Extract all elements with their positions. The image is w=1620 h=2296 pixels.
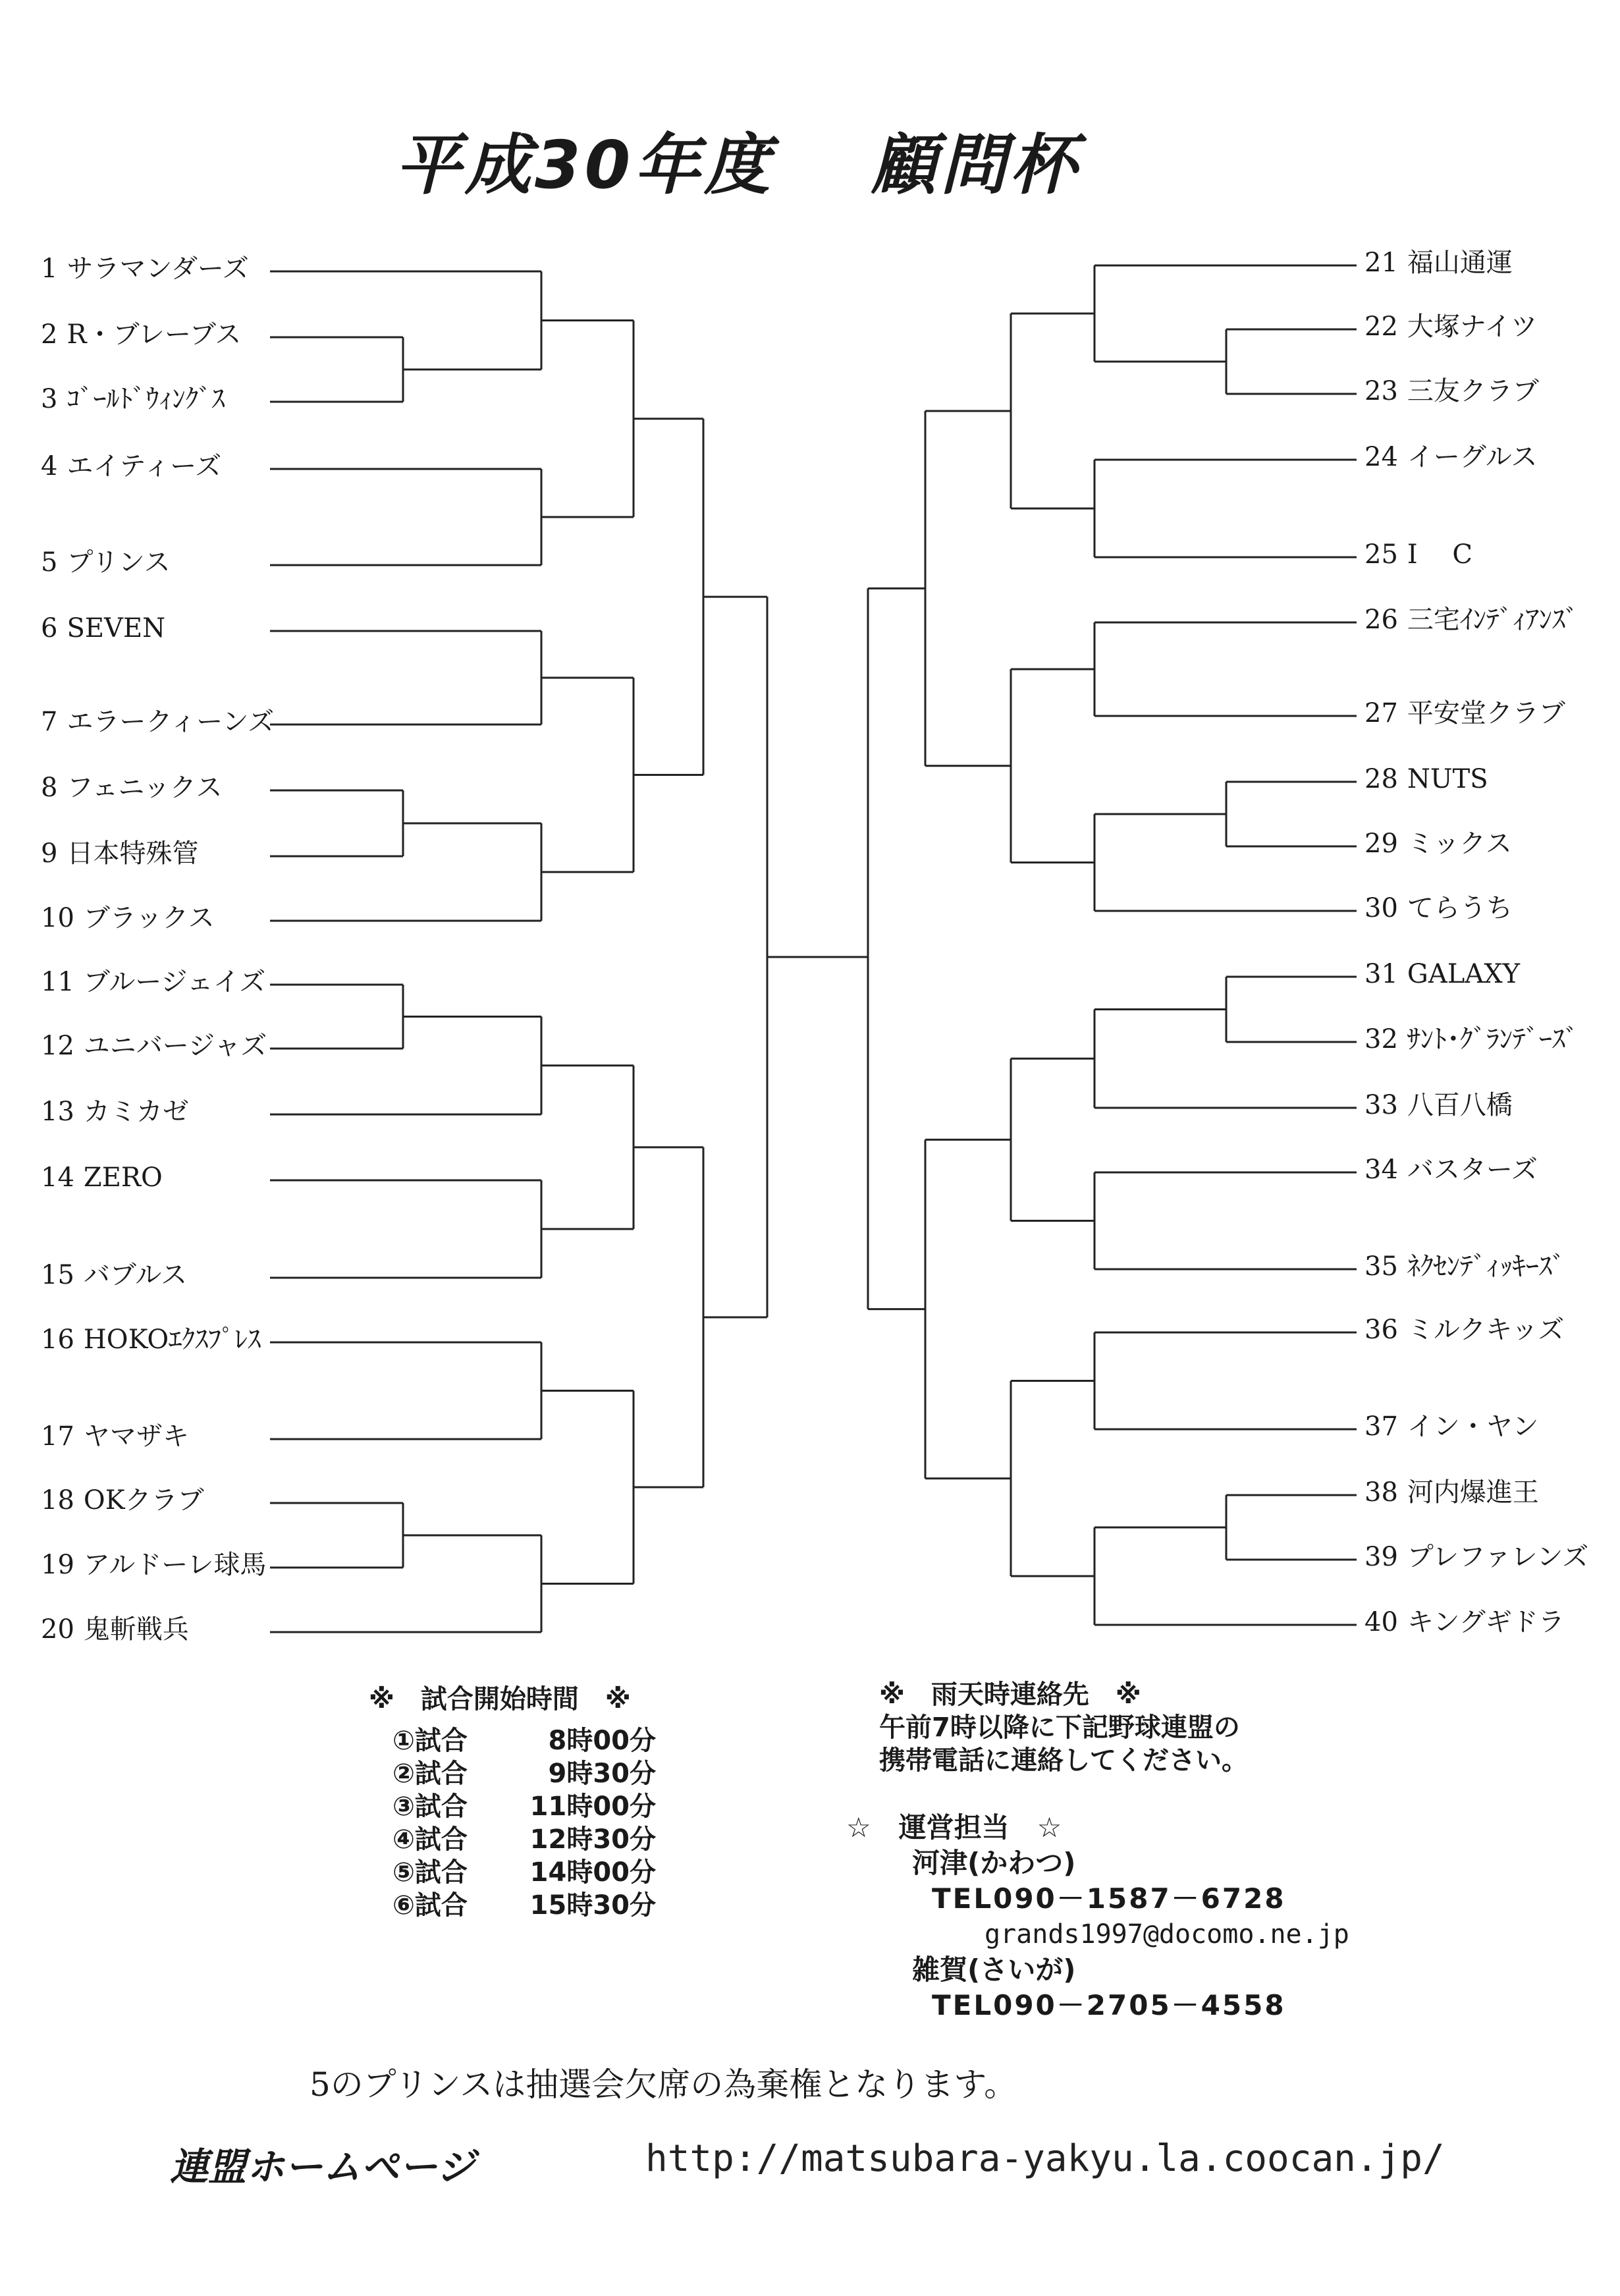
team-entry (1364, 314, 1537, 340)
team-name: バブルス (83, 1260, 188, 1290)
team-entry (41, 256, 249, 282)
team-name: ユニバージャズ (83, 1031, 267, 1061)
page-title: 平成30年度 顧問杯 (395, 126, 1080, 204)
team-number: 2 (41, 319, 58, 350)
team-entry (41, 840, 198, 867)
schedule-game: ③試合 (392, 1791, 468, 1822)
team-entry (41, 549, 171, 576)
team-name: バスターズ (1407, 1155, 1538, 1185)
team-name: ミックス (1407, 829, 1512, 859)
team-name: HOKOｴｸｽﾌﾟﾚｽ (83, 1325, 261, 1355)
schedule-game: ⑤試合 (392, 1857, 468, 1888)
team-entry (1364, 1544, 1588, 1570)
homepage-label: 連盟ホームページ (170, 2145, 475, 2189)
team-entry (41, 775, 222, 801)
team-name: ブラックス (83, 903, 215, 933)
team-name: イン・ヤン (1407, 1411, 1539, 1442)
team-number: 35 (1364, 1251, 1398, 1282)
team-number: 6 (41, 613, 58, 643)
schedule-time: 12時30分 (529, 1824, 656, 1855)
team-number: 31 (1364, 959, 1398, 989)
contact-person-1-phone: TEL090－1587－6728 (932, 1882, 1286, 1915)
team-name: ZERO (83, 1162, 163, 1193)
team-entry (41, 321, 241, 348)
team-number: 23 (1364, 376, 1398, 406)
contact-heading: ☆ 運営担当 ☆ (846, 1811, 1062, 1844)
team-number: 38 (1364, 1477, 1398, 1508)
schedule-time: 8時00分 (548, 1726, 656, 1756)
team-name: カミカゼ (83, 1097, 189, 1127)
team-entry (1364, 378, 1539, 404)
team-number: 18 (41, 1485, 74, 1516)
team-entry (41, 1033, 267, 1059)
team-entry (1364, 250, 1513, 276)
team-entry (1364, 1609, 1565, 1635)
team-number: 11 (41, 967, 74, 997)
team-entry (1364, 1317, 1564, 1343)
schedule-time: 9時30分 (548, 1759, 656, 1789)
team-number: 3 (41, 384, 58, 414)
team-number: 13 (41, 1097, 74, 1127)
team-number: 14 (41, 1162, 74, 1193)
schedule-row (369, 1884, 738, 1921)
team-number: 29 (1364, 829, 1398, 859)
contact-person-2-phone: TEL090－2705－4558 (932, 1989, 1286, 2021)
team-entry (1364, 831, 1512, 857)
team-name: 鬼斬戦兵 (83, 1614, 189, 1645)
team-number: 1 (41, 254, 58, 284)
team-number: 34 (1364, 1155, 1398, 1185)
team-name: SEVEN (67, 613, 166, 643)
team-name: 三友クラブ (1407, 376, 1539, 406)
team-name: 福山通運 (1407, 248, 1513, 278)
team-number: 15 (41, 1260, 74, 1290)
team-entry (1364, 700, 1565, 726)
team-number: 19 (41, 1550, 74, 1580)
team-entry (1364, 766, 1488, 792)
team-number: 7 (41, 707, 58, 737)
team-entry (1364, 444, 1538, 470)
team-name: ミルクキッズ (1407, 1315, 1565, 1345)
schedule-time: 11時00分 (529, 1791, 656, 1822)
team-number: 21 (1364, 248, 1398, 278)
team-name: プレファレンズ (1407, 1542, 1589, 1572)
contact-person-2-name: 雑賀(さいが) (912, 1954, 1076, 1986)
team-name: エイティーズ (67, 451, 222, 481)
team-number: 24 (1364, 442, 1398, 472)
team-name: フェニックス (67, 773, 223, 803)
contact-person-1-email[interactable]: grands1997@docomo.ne.jp (985, 1919, 1349, 1950)
team-entry (1364, 895, 1513, 921)
team-name: R・ブレーブス (67, 319, 242, 350)
team-entry (41, 1423, 189, 1450)
rain-heading: ※ 雨天時連絡先 ※ (879, 1680, 1141, 1710)
team-entry (41, 1487, 204, 1514)
team-entry (1364, 541, 1472, 568)
team-entry (41, 1616, 189, 1643)
schedule-row (369, 1753, 738, 1789)
team-number: 22 (1364, 312, 1398, 342)
team-name: I C (1407, 539, 1473, 570)
team-entry (41, 453, 221, 479)
team-name: 八百八橋 (1407, 1090, 1513, 1120)
team-number: 8 (41, 773, 58, 803)
team-number: 36 (1364, 1315, 1398, 1345)
team-entry (41, 969, 265, 995)
team-name: キングギドラ (1407, 1607, 1565, 1637)
team-entry (1364, 1479, 1539, 1506)
team-entry (41, 386, 225, 412)
team-number: 12 (41, 1031, 74, 1061)
team-number: 25 (1364, 539, 1398, 570)
team-name: サラマンダーズ (67, 254, 249, 284)
team-number: 4 (41, 451, 58, 481)
schedule-game: ②試合 (392, 1759, 468, 1789)
team-name: ｻﾝﾄ･ｸﾞﾗﾝﾃﾞｰｽﾞ (1407, 1024, 1579, 1054)
team-entry (1364, 961, 1520, 987)
team-entry (41, 615, 165, 642)
staff-contact (846, 1810, 1439, 2023)
team-number: 27 (1364, 698, 1398, 728)
contact-person-1-name: 河津(かわつ) (912, 1847, 1076, 1879)
team-name: NUTS (1407, 764, 1488, 794)
team-entry (1364, 1157, 1538, 1183)
team-entry (1364, 1092, 1513, 1118)
team-name: GALAXY (1407, 959, 1521, 989)
team-entry (1364, 1413, 1539, 1440)
team-entry (1364, 1026, 1579, 1052)
team-number: 10 (41, 903, 74, 933)
team-name: ブルージェイズ (83, 967, 266, 997)
team-number: 30 (1364, 893, 1398, 923)
team-number: 5 (41, 547, 58, 578)
team-entry (41, 905, 215, 931)
team-number: 9 (41, 838, 58, 869)
team-number: 40 (1364, 1607, 1398, 1637)
homepage-url[interactable]: http://matsubara-yakyu.la.coocan.jp/ (645, 2137, 1445, 2180)
team-name: 平安堂クラブ (1407, 698, 1565, 728)
team-entry (41, 1326, 261, 1353)
team-name: アルドーレ球馬 (83, 1550, 267, 1580)
team-name: 三宅ｲﾝﾃﾞｨｱﾝｽﾞ (1407, 605, 1579, 635)
team-name: ヤマザキ (83, 1421, 189, 1452)
rain-line-1: 午前7時以降に下記野球連盟の (879, 1712, 1240, 1743)
team-name: 日本特殊管 (67, 838, 199, 869)
team-name: 河内爆進王 (1407, 1477, 1539, 1508)
schedule-row (369, 1720, 738, 1756)
team-number: 28 (1364, 764, 1398, 794)
team-name: てらうち (1407, 893, 1513, 923)
team-entry (1364, 607, 1579, 633)
schedule-time: 14時00分 (529, 1857, 656, 1888)
team-number: 33 (1364, 1090, 1398, 1120)
team-number: 16 (41, 1325, 74, 1355)
schedule-game: ①試合 (392, 1726, 468, 1756)
schedule-heading: ※ 試合開始時間 ※ (369, 1684, 631, 1714)
team-number: 26 (1364, 605, 1398, 635)
rain-contact-info (879, 1678, 1380, 1777)
game-schedule (369, 1678, 738, 1921)
rain-line-2: 携帯電話に連絡してください。 (879, 1745, 1248, 1776)
team-entry (41, 1552, 267, 1578)
team-name: ｺﾞｰﾙﾄﾞｳｨﾝｸﾞｽ (67, 384, 225, 414)
team-name: OKクラブ (83, 1485, 204, 1516)
team-entry (41, 1099, 189, 1125)
schedule-row (369, 1851, 738, 1888)
team-number: 32 (1364, 1024, 1398, 1054)
team-number: 39 (1364, 1542, 1398, 1572)
team-name: イーグルス (1407, 442, 1538, 472)
team-name: ﾈｸｾﾝﾃﾞｨｯｷｰｽﾞ (1407, 1251, 1565, 1282)
schedule-time: 15時30分 (529, 1890, 656, 1921)
team-number: 20 (41, 1614, 74, 1645)
schedule-game: ⑥試合 (392, 1890, 468, 1921)
team-entry (41, 709, 274, 735)
team-number: 17 (41, 1421, 74, 1452)
team-entry (41, 1164, 163, 1191)
schedule-game: ④試合 (392, 1824, 468, 1855)
schedule-row (369, 1818, 738, 1855)
forfeit-notice: 5のプリンスは抽選会欠席の為棄権となります。 (310, 2065, 1017, 2104)
team-entry (1364, 1253, 1565, 1280)
team-entry (41, 1262, 187, 1288)
team-name: 大塚ナイツ (1407, 312, 1538, 342)
team-name: プリンス (67, 547, 171, 578)
team-number: 37 (1364, 1411, 1398, 1442)
team-name: エラークィーンズ (67, 707, 275, 737)
schedule-row (369, 1786, 738, 1822)
